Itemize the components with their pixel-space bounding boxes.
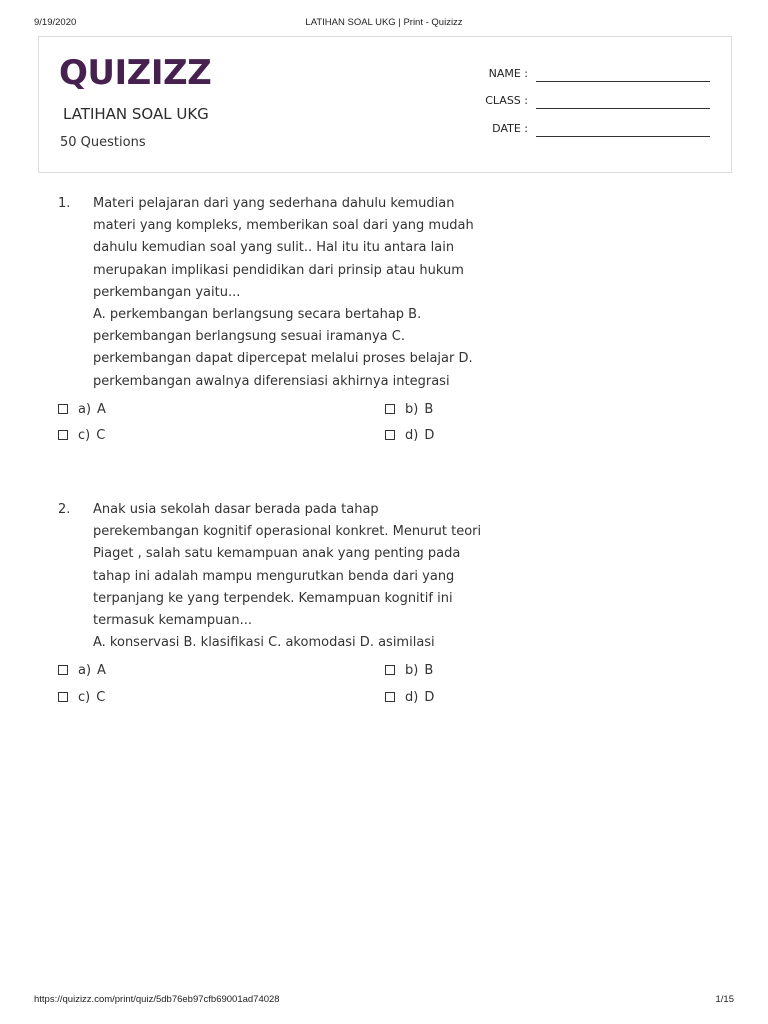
class-field[interactable]	[450, 94, 710, 110]
date-field[interactable]	[450, 122, 710, 138]
option-d[interactable]: d) D	[385, 428, 434, 444]
option-b[interactable]: b) B	[385, 402, 433, 418]
checkbox-icon[interactable]	[58, 430, 68, 440]
print-date: 9/19/2020	[34, 17, 77, 28]
quiz-title: LATIHAN SOAL UKG	[63, 105, 209, 123]
quiz-header-card	[38, 36, 732, 173]
question-2	[58, 499, 718, 714]
option-d[interactable]: d) D	[385, 690, 434, 706]
option-a[interactable]: a) A	[58, 663, 106, 679]
print-url[interactable]: https://quizizz.com/print/quiz/5db76eb97cfb69001ad74028	[34, 994, 280, 1005]
name-line[interactable]	[536, 81, 710, 82]
question-number: 1.	[58, 196, 71, 211]
checkbox-icon[interactable]	[385, 665, 395, 675]
page-number: 1/15	[715, 994, 734, 1005]
print-footer	[34, 994, 734, 1008]
option-b[interactable]: b) B	[385, 663, 433, 679]
checkbox-icon[interactable]	[385, 404, 395, 414]
checkbox-icon[interactable]	[58, 665, 68, 675]
class-line[interactable]	[536, 108, 710, 109]
checkbox-icon[interactable]	[58, 404, 68, 414]
class-label: CLASS :	[485, 94, 528, 107]
date-line[interactable]	[536, 136, 710, 137]
print-title: LATIHAN SOAL UKG | Print - Quizizz	[305, 17, 463, 28]
checkbox-icon[interactable]	[58, 692, 68, 702]
option-a[interactable]: a) A	[58, 402, 106, 418]
question-text: Materi pelajaran dari yang sederhana dahulu kemudian materi yang kompleks, memberikan soal dari yang mudah dahulu kemudian soal yang sulit.. Hal itu itu antara lain merupakan implikasi pendidikan dari prinsip atau hukum perkembangan yaitu... A. perkembangan berlangsung secara bertahap B. perkembangan berlangsung sesuai iramanya C. perkembangan dapat dipercepat melalui proses belajar D. perkembangan awalnya diferensiasi akhirnya integrasi	[93, 196, 474, 389]
question-number: 2.	[58, 502, 71, 517]
question-1	[58, 193, 718, 453]
print-header	[34, 17, 734, 31]
question-count: 50 Questions	[60, 135, 146, 150]
option-c[interactable]: c) C	[58, 690, 105, 706]
date-label: DATE :	[492, 122, 528, 135]
quizizz-logo: QUIZIZZ	[59, 53, 212, 93]
name-field[interactable]	[450, 67, 710, 83]
name-label: NAME :	[488, 67, 528, 80]
checkbox-icon[interactable]	[385, 692, 395, 702]
option-c[interactable]: c) C	[58, 428, 105, 444]
question-text: Anak usia sekolah dasar berada pada tahap perekembangan kognitif operasional konkret. Menurut teori Piaget , salah satu kemampuan anak yang penting pada tahap ini adalah mampu mengurutkan benda dari yang terpanjang ke yang terpendek. Kemampuan kognitif ini termasuk kemampuan... A. konservasi B. klasifikasi C. akomodasi D. asimilasi	[93, 502, 482, 651]
checkbox-icon[interactable]	[385, 430, 395, 440]
